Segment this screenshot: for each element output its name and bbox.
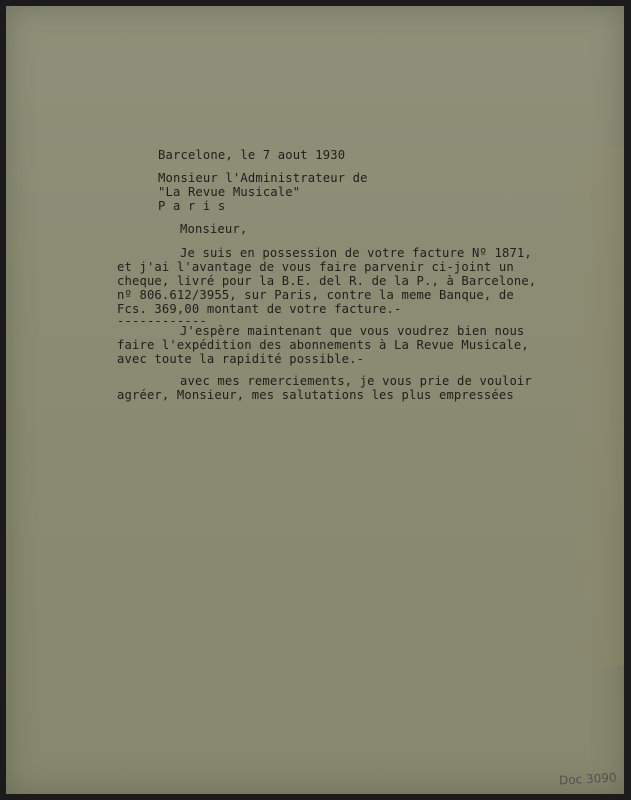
archive-annotation: Doc 3090 — [558, 770, 617, 788]
addressee-line-3: P a r i s — [158, 199, 226, 213]
paragraph-2-line-1: J'espère maintenant que vous voudrez bien nous — [180, 324, 525, 338]
paragraph-1-line-1: Je suis en possession de votre facture Nº 1871, — [180, 246, 532, 260]
paragraph-1-line-4: nº 806.612/3955, sur Paris, contre la meme Banque, de — [117, 288, 514, 302]
paragraph-2-line-2: faire l'expédition des abonnements à La Revue Musicale, — [117, 338, 529, 352]
salutation: Monsieur, — [180, 222, 248, 236]
paragraph-3-line-1: avec mes remerciements, je vous prie de vouloir — [180, 374, 532, 388]
paragraph-1-line-3: cheque, livré pour la B.E. del R. de la P., à Barcelone, — [117, 274, 537, 288]
paragraph-3-line-2: agréer, Monsieur, mes salutations les plus empressées — [117, 388, 514, 402]
separator-dashes: ------------ — [117, 314, 207, 328]
letter-sheet — [6, 6, 624, 794]
date-line: Barcelone, le 7 aout 1930 — [158, 148, 346, 162]
paragraph-1-line-2: et j'ai l'avantage de vous faire parvenir ci-joint un — [117, 260, 514, 274]
paragraph-1-line-5: Fcs. 369,00 montant de votre facture.- — [117, 302, 402, 316]
paragraph-2-line-3: avec toute la rapidité possible.- — [117, 352, 365, 366]
addressee-line-2: "La Revue Musicale" — [158, 185, 301, 199]
addressee-line-1: Monsieur l'Administrateur de — [158, 171, 368, 185]
